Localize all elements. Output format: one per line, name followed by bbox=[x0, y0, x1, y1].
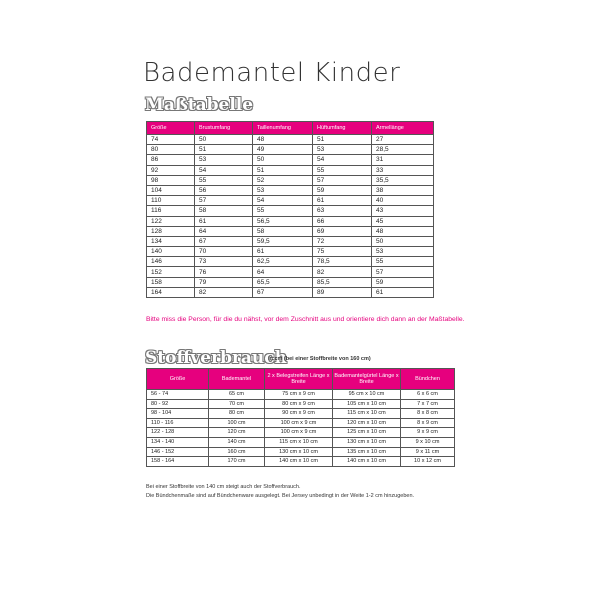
mass-table-cell: 146 bbox=[147, 257, 195, 267]
table-row bbox=[147, 145, 434, 155]
stoff-table-cell: 9 x 11 cm bbox=[401, 447, 455, 457]
mass-table-cell: 64 bbox=[253, 267, 313, 277]
stoff-table-cell: 9 x 9 cm bbox=[401, 428, 455, 438]
table-row bbox=[147, 447, 455, 457]
mass-table-header-cell: Brustumfang bbox=[195, 122, 253, 135]
mass-table-cell: 58 bbox=[253, 226, 313, 236]
mass-table-cell: 59 bbox=[313, 185, 372, 195]
mass-table-cell: 54 bbox=[195, 165, 253, 175]
mass-table-cell: 57 bbox=[372, 267, 434, 277]
table-row bbox=[147, 390, 455, 400]
mass-table-header bbox=[147, 122, 434, 135]
footnotes bbox=[146, 483, 414, 501]
stoff-table-header-cell: Größe bbox=[147, 369, 209, 390]
mass-table-header-row bbox=[147, 122, 434, 135]
mass-table-cell: 98 bbox=[147, 175, 195, 185]
mass-table-cell: 92 bbox=[147, 165, 195, 175]
mass-table-cell: 63 bbox=[313, 206, 372, 216]
mass-table-cell: 86 bbox=[147, 155, 195, 165]
mass-table-cell: 31 bbox=[372, 155, 434, 165]
mass-table-cell: 110 bbox=[147, 196, 195, 206]
stoff-table-subnote: in cm (bei einer Stoffbreite von 160 cm) bbox=[268, 356, 371, 362]
mass-table-cell: 50 bbox=[372, 236, 434, 246]
mass-table-cell: 56,5 bbox=[253, 216, 313, 226]
table-row bbox=[147, 287, 434, 297]
table-row bbox=[147, 257, 434, 267]
table-row bbox=[147, 409, 455, 419]
stoff-table-cell: 130 cm x 10 cm bbox=[333, 437, 401, 447]
stoff-table-cell: 140 cm bbox=[209, 437, 265, 447]
mass-table-cell: 53 bbox=[195, 155, 253, 165]
mass-table-cell: 61 bbox=[195, 216, 253, 226]
mass-table-cell: 89 bbox=[313, 287, 372, 297]
mass-table-cell: 128 bbox=[147, 226, 195, 236]
mass-table-cell: 75 bbox=[313, 247, 372, 257]
stoff-table-cell: 146 - 152 bbox=[147, 447, 209, 457]
mass-table-cell: 55 bbox=[195, 175, 253, 185]
stoff-table-cell: 140 cm x 10 cm bbox=[265, 457, 333, 467]
mass-table-body bbox=[147, 135, 434, 298]
mass-table bbox=[146, 121, 434, 298]
stoff-table-cell: 122 - 128 bbox=[147, 428, 209, 438]
mass-table-cell: 66 bbox=[313, 216, 372, 226]
mass-table-cell: 62,5 bbox=[253, 257, 313, 267]
stoff-table bbox=[146, 368, 455, 467]
mass-table-cell: 59,5 bbox=[253, 236, 313, 246]
mass-table-cell: 52 bbox=[253, 175, 313, 185]
mass-table-cell: 53 bbox=[253, 185, 313, 195]
mass-table-cell: 53 bbox=[313, 145, 372, 155]
stoff-table-header-cell: Bademantel bbox=[209, 369, 265, 390]
mass-table-cell: 27 bbox=[372, 135, 434, 145]
mass-table-cell: 53 bbox=[372, 247, 434, 257]
mass-table-cell: 48 bbox=[253, 135, 313, 145]
stoff-table-cell: 120 cm bbox=[209, 428, 265, 438]
table-row bbox=[147, 457, 455, 467]
mass-table-cell: 51 bbox=[195, 145, 253, 155]
stoff-table-cell: 98 - 104 bbox=[147, 409, 209, 419]
stoff-table-cell: 8 x 9 cm bbox=[401, 418, 455, 428]
mass-table-cell: 55 bbox=[253, 206, 313, 216]
stoff-table-cell: 130 cm x 10 cm bbox=[265, 447, 333, 457]
mass-table-cell: 61 bbox=[313, 196, 372, 206]
stoff-table-cell: 80 cm bbox=[209, 409, 265, 419]
measure-note: Bitte miss die Person, für die du nähst, vor dem Zuschnitt aus und orientiere dich dann an der Maßtabelle. bbox=[146, 316, 465, 323]
mass-table-heading: Maßtabelle bbox=[145, 95, 254, 115]
mass-table-header-cell: Armellänge bbox=[372, 122, 434, 135]
mass-table-cell: 54 bbox=[313, 155, 372, 165]
mass-table-cell: 38 bbox=[372, 185, 434, 195]
mass-table-cell: 134 bbox=[147, 236, 195, 246]
stoff-table-cell: 158 - 164 bbox=[147, 457, 209, 467]
stoff-table-cell: 120 cm x 10 cm bbox=[333, 418, 401, 428]
mass-table-cell: 73 bbox=[195, 257, 253, 267]
stoff-table-cell: 170 cm bbox=[209, 457, 265, 467]
mass-table-header-cell: Taillenumfang bbox=[253, 122, 313, 135]
footnote-2: Die Bündchenmaße sind auf Bündchenware ausgelegt. Bei Jersey unbedingt in der Weite 1-2 cm hinzugeben. bbox=[146, 493, 415, 499]
stoff-table-header-cell: Bündchen bbox=[401, 369, 455, 390]
mass-table-cell: 55 bbox=[372, 257, 434, 267]
stoff-table-cell: 100 cm x 9 cm bbox=[265, 418, 333, 428]
table-row bbox=[147, 437, 455, 447]
mass-table-cell: 65,5 bbox=[253, 277, 313, 287]
mass-table-cell: 64 bbox=[195, 226, 253, 236]
mass-table-cell: 58 bbox=[195, 206, 253, 216]
stoff-table-cell: 95 cm x 10 cm bbox=[333, 390, 401, 400]
stoff-table-cell: 8 x 8 cm bbox=[401, 409, 455, 419]
stoff-table-cell: 80 - 92 bbox=[147, 399, 209, 409]
mass-table-cell: 51 bbox=[253, 165, 313, 175]
mass-table-cell: 54 bbox=[253, 196, 313, 206]
table-row bbox=[147, 428, 455, 438]
table-row bbox=[147, 216, 434, 226]
table-row bbox=[147, 399, 455, 409]
table-row bbox=[147, 277, 434, 287]
stoff-table-cell: 115 cm x 10 cm bbox=[333, 409, 401, 419]
stoff-table-header-cell: Bademantelgürtel Länge x Breite bbox=[333, 369, 401, 390]
table-row bbox=[147, 175, 434, 185]
stoff-table-cell: 75 cm x 9 cm bbox=[265, 390, 333, 400]
stoff-table-header-row bbox=[147, 369, 455, 390]
stoff-table-cell: 134 - 140 bbox=[147, 437, 209, 447]
mass-table-cell: 67 bbox=[253, 287, 313, 297]
mass-table-cell: 79 bbox=[195, 277, 253, 287]
mass-table-header-cell: Hüftumfang bbox=[313, 122, 372, 135]
mass-table-cell: 85,5 bbox=[313, 277, 372, 287]
stoff-table-cell: 7 x 7 cm bbox=[401, 399, 455, 409]
mass-table-cell: 33 bbox=[372, 165, 434, 175]
mass-table-cell: 82 bbox=[195, 287, 253, 297]
stoff-table-cell: 135 cm x 10 cm bbox=[333, 447, 401, 457]
mass-table-cell: 82 bbox=[313, 267, 372, 277]
stoff-table-cell: 90 cm x 9 cm bbox=[265, 409, 333, 419]
table-row bbox=[147, 236, 434, 246]
stoff-table-cell: 80 cm x 9 cm bbox=[265, 399, 333, 409]
mass-table-cell: 56 bbox=[195, 185, 253, 195]
stoff-table-cell: 65 cm bbox=[209, 390, 265, 400]
stoff-table-cell: 115 cm x 10 cm bbox=[265, 437, 333, 447]
mass-table-cell: 43 bbox=[372, 206, 434, 216]
stoff-table-cell: 100 cm bbox=[209, 418, 265, 428]
stoff-table-cell: 10 x 12 cm bbox=[401, 457, 455, 467]
stoff-table-body bbox=[147, 390, 455, 467]
mass-table-cell: 59 bbox=[372, 277, 434, 287]
stoff-table-cell: 56 - 74 bbox=[147, 390, 209, 400]
page-title: Bademantel Kinder bbox=[143, 58, 401, 88]
table-row bbox=[147, 247, 434, 257]
mass-table-cell: 57 bbox=[195, 196, 253, 206]
mass-table-cell: 55 bbox=[313, 165, 372, 175]
stoff-table-header-cell: 2 x Belegstreifen Länge x Breite bbox=[265, 369, 333, 390]
mass-table-cell: 49 bbox=[253, 145, 313, 155]
stoff-table-cell: 110 - 116 bbox=[147, 418, 209, 428]
mass-table-cell: 48 bbox=[372, 226, 434, 236]
mass-table-cell: 28,5 bbox=[372, 145, 434, 155]
mass-table-cell: 40 bbox=[372, 196, 434, 206]
table-row bbox=[147, 155, 434, 165]
stoff-table-cell: 9 x 10 cm bbox=[401, 437, 455, 447]
stoff-table-heading: Stoffverbrauch bbox=[145, 348, 288, 368]
mass-table-cell: 116 bbox=[147, 206, 195, 216]
mass-table-cell: 80 bbox=[147, 145, 195, 155]
stoff-table-cell: 70 cm bbox=[209, 399, 265, 409]
stoff-table-cell: 6 x 6 cm bbox=[401, 390, 455, 400]
mass-table-cell: 164 bbox=[147, 287, 195, 297]
table-row bbox=[147, 226, 434, 236]
footnote-1: Bei einer Stoffbreite von 140 cm steigt auch der Stoffverbrauch. bbox=[146, 484, 301, 490]
table-row bbox=[147, 418, 455, 428]
mass-table-cell: 140 bbox=[147, 247, 195, 257]
mass-table-cell: 51 bbox=[313, 135, 372, 145]
mass-table-cell: 50 bbox=[253, 155, 313, 165]
mass-table-cell: 104 bbox=[147, 185, 195, 195]
table-row bbox=[147, 135, 434, 145]
mass-table-cell: 69 bbox=[313, 226, 372, 236]
mass-table-cell: 78,5 bbox=[313, 257, 372, 267]
mass-table-cell: 158 bbox=[147, 277, 195, 287]
mass-table-cell: 122 bbox=[147, 216, 195, 226]
mass-table-cell: 57 bbox=[313, 175, 372, 185]
table-row bbox=[147, 165, 434, 175]
stoff-table-cell: 140 cm x 10 cm bbox=[333, 457, 401, 467]
stoff-table-cell: 100 cm x 9 cm bbox=[265, 428, 333, 438]
mass-table-cell: 152 bbox=[147, 267, 195, 277]
mass-table-cell: 45 bbox=[372, 216, 434, 226]
mass-table-cell: 72 bbox=[313, 236, 372, 246]
mass-table-cell: 61 bbox=[372, 287, 434, 297]
table-row bbox=[147, 267, 434, 277]
mass-table-cell: 50 bbox=[195, 135, 253, 145]
table-row bbox=[147, 196, 434, 206]
stoff-table-cell: 160 cm bbox=[209, 447, 265, 457]
mass-table-cell: 74 bbox=[147, 135, 195, 145]
table-row bbox=[147, 185, 434, 195]
mass-table-cell: 70 bbox=[195, 247, 253, 257]
mass-table-cell: 76 bbox=[195, 267, 253, 277]
stoff-table-cell: 125 cm x 10 cm bbox=[333, 428, 401, 438]
mass-table-cell: 61 bbox=[253, 247, 313, 257]
mass-table-cell: 67 bbox=[195, 236, 253, 246]
stoff-table-cell: 105 cm x 10 cm bbox=[333, 399, 401, 409]
mass-table-header-cell: Größe bbox=[147, 122, 195, 135]
stoff-table-header bbox=[147, 369, 455, 390]
table-row bbox=[147, 206, 434, 216]
mass-table-cell: 35,5 bbox=[372, 175, 434, 185]
